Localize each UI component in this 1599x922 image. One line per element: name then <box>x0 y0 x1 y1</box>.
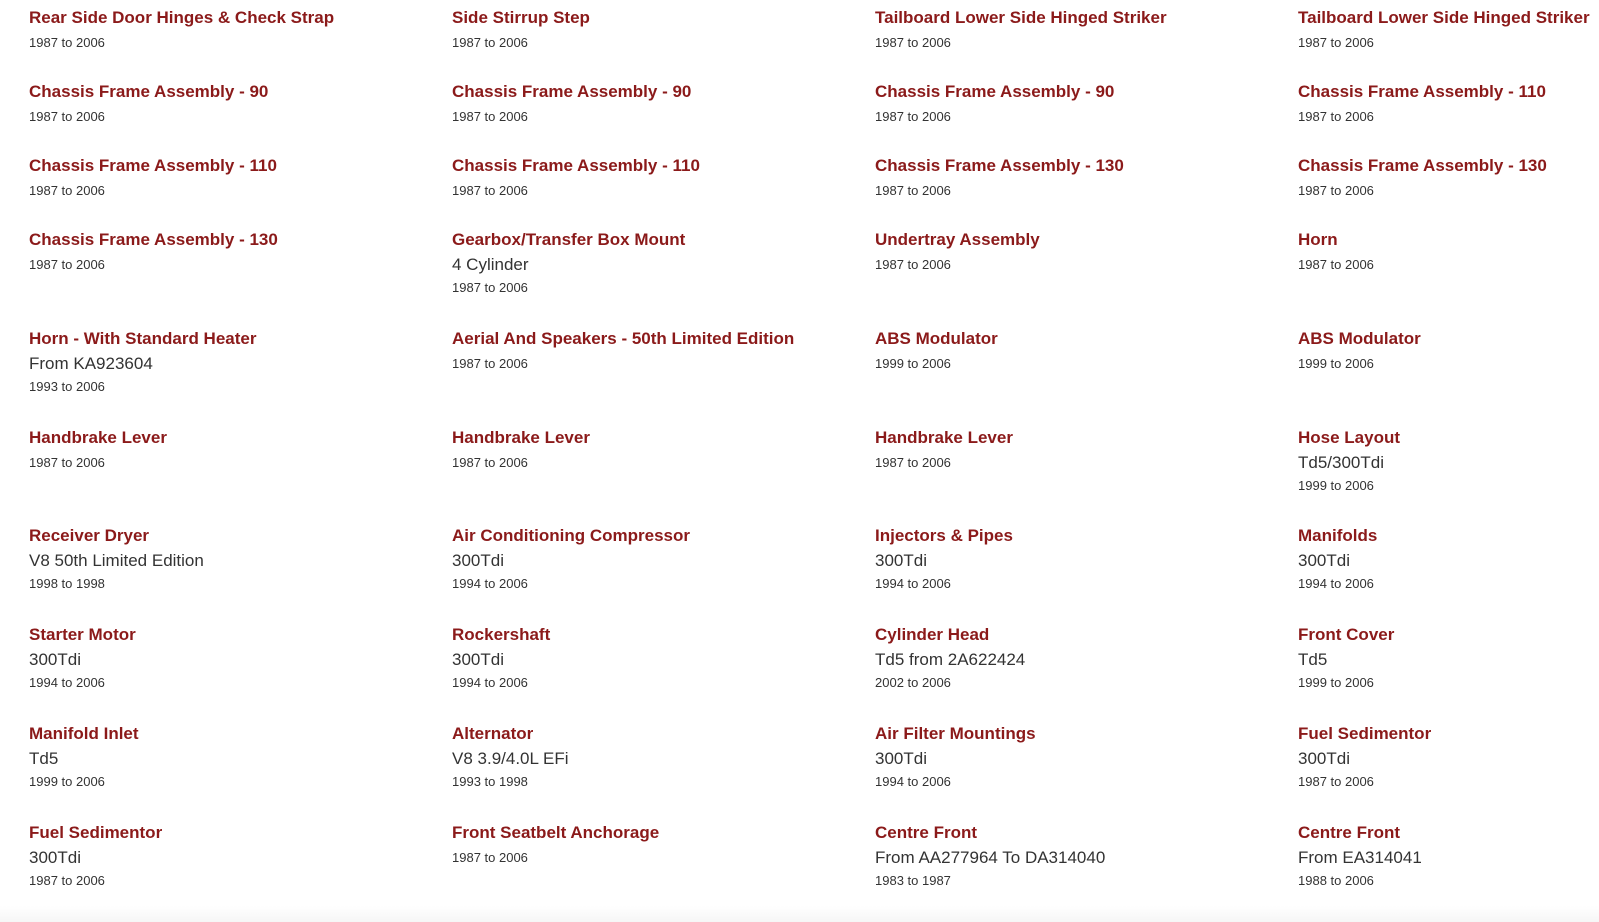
part-subtitle: 300Tdi <box>452 650 504 669</box>
part-title-link[interactable]: Tailboard Lower Side Hinged Striker <box>1298 8 1590 27</box>
part-title-link[interactable]: Handbrake Lever <box>875 428 1013 447</box>
part-years: 1987 to 2006 <box>452 850 528 865</box>
part-item <box>875 426 1275 472</box>
part-years: 1987 to 2006 <box>1298 109 1374 124</box>
part-item <box>452 327 852 373</box>
part-item <box>29 524 429 593</box>
part-title-link[interactable]: Injectors & Pipes <box>875 526 1013 545</box>
part-title-link[interactable]: Cylinder Head <box>875 625 990 644</box>
part-years: 1987 to 2006 <box>452 183 528 198</box>
part-years: 1987 to 2006 <box>1298 183 1374 198</box>
part-title-link[interactable]: Alternator <box>452 724 534 743</box>
part-subtitle: 300Tdi <box>452 551 504 570</box>
part-title-link[interactable]: Aerial And Speakers - 50th Limited Edition <box>452 329 795 348</box>
part-item <box>452 524 852 593</box>
part-years: 1987 to 2006 <box>29 257 105 272</box>
part-item <box>875 821 1275 890</box>
part-title-link[interactable]: Chassis Frame Assembly - 110 <box>1298 82 1546 101</box>
bottom-fade <box>0 906 1599 922</box>
part-years: 1987 to 2006 <box>452 35 528 50</box>
part-years: 1987 to 2006 <box>29 35 105 50</box>
part-title-link[interactable]: Front Cover <box>1298 625 1395 644</box>
part-years: 1994 to 2006 <box>452 576 528 591</box>
part-item <box>875 80 1275 126</box>
part-subtitle: Td5 <box>29 749 59 768</box>
part-subtitle: 300Tdi <box>1298 551 1350 570</box>
part-title-link[interactable]: Chassis Frame Assembly - 130 <box>875 156 1124 175</box>
part-title-link[interactable]: Handbrake Lever <box>29 428 167 447</box>
part-years: 1993 to 1998 <box>452 774 528 789</box>
part-item <box>875 154 1275 200</box>
part-title-link[interactable]: Starter Motor <box>29 625 136 644</box>
part-years: 1994 to 2006 <box>875 774 951 789</box>
part-title-link[interactable]: Rockershaft <box>452 625 551 644</box>
part-years: 1987 to 2006 <box>1298 35 1374 50</box>
part-years: 1987 to 2006 <box>875 455 951 470</box>
part-item <box>29 426 429 472</box>
part-title-link[interactable]: Front Seatbelt Anchorage <box>452 823 660 842</box>
part-subtitle: V8 50th Limited Edition <box>29 551 204 570</box>
part-subtitle: From EA314041 <box>1298 848 1422 867</box>
part-title-link[interactable]: Undertray Assembly <box>875 230 1040 249</box>
part-item <box>875 623 1275 692</box>
part-item <box>452 821 852 867</box>
part-item <box>1298 154 1599 200</box>
part-years: 1987 to 2006 <box>875 109 951 124</box>
part-subtitle: 300Tdi <box>29 848 81 867</box>
part-title-link[interactable]: Tailboard Lower Side Hinged Striker <box>875 8 1167 27</box>
part-item <box>1298 80 1599 126</box>
part-title-link[interactable]: Chassis Frame Assembly - 110 <box>29 156 277 175</box>
part-years: 1994 to 2006 <box>29 675 105 690</box>
part-subtitle: Td5 from 2A622424 <box>875 650 1026 669</box>
part-title-link[interactable]: Hose Layout <box>1298 428 1401 447</box>
part-title-link[interactable]: Manifold Inlet <box>29 724 139 743</box>
part-title-link[interactable]: ABS Modulator <box>1298 329 1421 348</box>
part-title-link[interactable]: Chassis Frame Assembly - 130 <box>1298 156 1547 175</box>
part-title-link[interactable]: Centre Front <box>1298 823 1400 842</box>
part-item <box>1298 722 1599 791</box>
part-years: 1987 to 2006 <box>29 109 105 124</box>
part-years: 1987 to 2006 <box>1298 257 1374 272</box>
part-years: 1987 to 2006 <box>452 455 528 470</box>
part-item <box>29 327 429 396</box>
part-subtitle: 4 Cylinder <box>452 255 529 274</box>
part-item <box>1298 524 1599 593</box>
part-title-link[interactable]: Horn <box>1298 230 1338 249</box>
part-subtitle: 300Tdi <box>875 551 927 570</box>
part-title-link[interactable]: Manifolds <box>1298 526 1378 545</box>
part-years: 1987 to 2006 <box>29 183 105 198</box>
part-subtitle: From KA923604 <box>29 354 153 373</box>
part-item <box>29 623 429 692</box>
part-years: 1987 to 2006 <box>875 183 951 198</box>
part-years: 1999 to 2006 <box>1298 356 1374 371</box>
part-title-link[interactable]: Horn - With Standard Heater <box>29 329 257 348</box>
part-years: 1987 to 2006 <box>452 109 528 124</box>
part-title-link[interactable]: Side Stirrup Step <box>452 8 590 27</box>
part-title-link[interactable]: Chassis Frame Assembly - 90 <box>452 82 692 101</box>
part-subtitle: 300Tdi <box>875 749 927 768</box>
part-years: 1988 to 2006 <box>1298 873 1374 888</box>
part-title-link[interactable]: Handbrake Lever <box>452 428 590 447</box>
part-item <box>452 228 852 297</box>
part-title-link[interactable]: Chassis Frame Assembly - 90 <box>29 82 269 101</box>
part-title-link[interactable]: Air Filter Mountings <box>875 724 1036 743</box>
part-years: 1987 to 2006 <box>29 455 105 470</box>
part-years: 1987 to 2006 <box>875 35 951 50</box>
part-item <box>452 426 852 472</box>
part-subtitle: Td5 <box>1298 650 1328 669</box>
part-item <box>29 154 429 200</box>
part-title-link[interactable]: Air Conditioning Compressor <box>452 526 690 545</box>
part-item <box>452 80 852 126</box>
part-years: 2002 to 2006 <box>875 675 951 690</box>
part-subtitle: 300Tdi <box>29 650 81 669</box>
part-years: 1987 to 2006 <box>452 280 528 295</box>
part-item <box>1298 327 1599 373</box>
part-years: 1994 to 2006 <box>452 675 528 690</box>
part-subtitle: 300Tdi <box>1298 749 1350 768</box>
part-item <box>29 228 429 274</box>
part-years: 1987 to 2006 <box>452 356 528 371</box>
part-item <box>1298 228 1599 274</box>
part-item <box>1298 623 1599 692</box>
part-item <box>875 524 1275 593</box>
part-years: 1999 to 2006 <box>875 356 951 371</box>
part-title-link[interactable]: ABS Modulator <box>875 329 998 348</box>
part-years: 1999 to 2006 <box>1298 675 1374 690</box>
part-title-link[interactable]: Chassis Frame Assembly - 110 <box>452 156 700 175</box>
part-item <box>29 80 429 126</box>
part-item <box>452 623 852 692</box>
part-item <box>29 821 429 890</box>
part-item <box>1298 6 1599 52</box>
part-item <box>29 722 429 791</box>
part-subtitle: Td5/300Tdi <box>1298 453 1384 472</box>
part-title-link[interactable]: Rear Side Door Hinges & Check Strap <box>29 8 335 27</box>
part-item <box>875 722 1275 791</box>
part-title-link[interactable]: Chassis Frame Assembly - 130 <box>29 230 278 249</box>
part-years: 1983 to 1987 <box>875 873 951 888</box>
part-item <box>875 6 1275 52</box>
part-years: 1994 to 2006 <box>875 576 951 591</box>
part-item <box>1298 821 1599 890</box>
part-item <box>29 6 429 52</box>
part-item <box>875 327 1275 373</box>
part-title-link[interactable]: Receiver Dryer <box>29 526 150 545</box>
part-years: 1993 to 2006 <box>29 379 105 394</box>
part-years: 1987 to 2006 <box>875 257 951 272</box>
part-years: 1999 to 2006 <box>29 774 105 789</box>
part-item <box>1298 426 1599 495</box>
part-years: 1987 to 2006 <box>29 873 105 888</box>
part-title-link[interactable]: Fuel Sedimentor <box>1298 724 1432 743</box>
part-item <box>452 6 852 52</box>
part-title-link[interactable]: Centre Front <box>875 823 977 842</box>
part-years: 1999 to 2006 <box>1298 478 1374 493</box>
part-subtitle: From AA277964 To DA314040 <box>875 848 1106 867</box>
part-years: 1998 to 1998 <box>29 576 105 591</box>
part-title-link[interactable]: Gearbox/Transfer Box Mount <box>452 230 686 249</box>
part-item <box>452 722 852 791</box>
part-title-link[interactable]: Fuel Sedimentor <box>29 823 163 842</box>
part-years: 1987 to 2006 <box>1298 774 1374 789</box>
part-subtitle: V8 3.9/4.0L EFi <box>452 749 569 768</box>
part-years: 1994 to 2006 <box>1298 576 1374 591</box>
part-item <box>452 154 852 200</box>
part-item <box>875 228 1275 274</box>
part-title-link[interactable]: Chassis Frame Assembly - 90 <box>875 82 1115 101</box>
